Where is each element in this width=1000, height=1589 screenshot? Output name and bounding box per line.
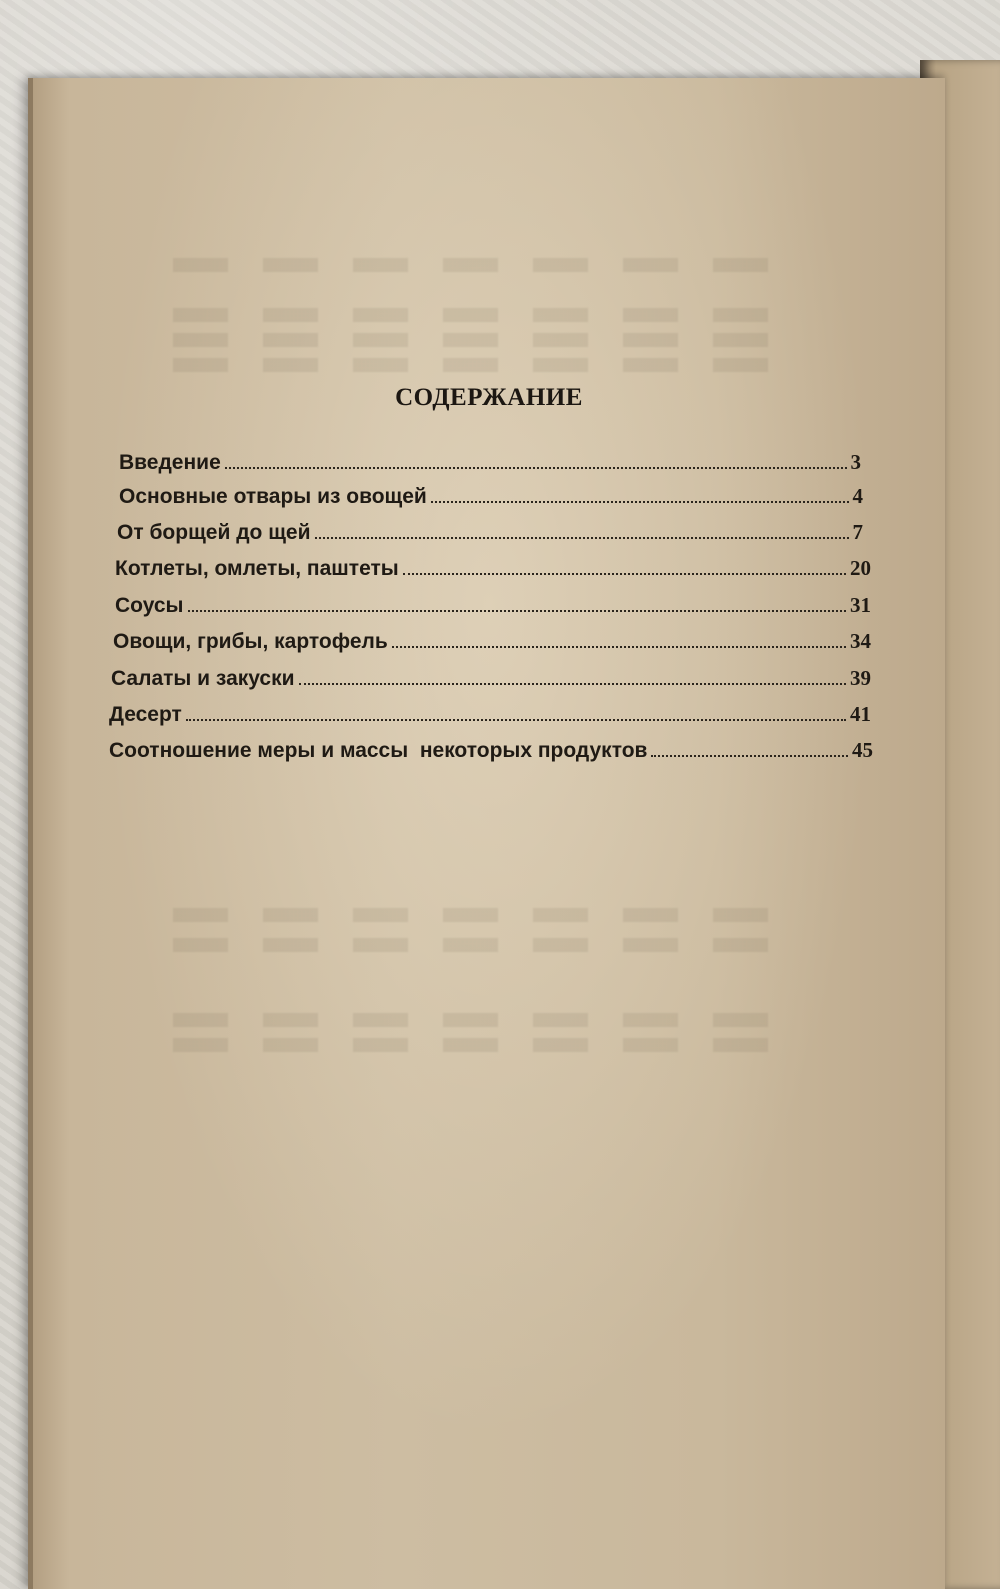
toc-entry-label: От борщей до щей (117, 521, 311, 544)
dot-leader (403, 573, 846, 575)
toc-entry-page: 31 (850, 593, 871, 617)
toc-entry-label: Десерт (109, 703, 182, 726)
bleed-through-text (173, 258, 793, 272)
toc-entry-page: 39 (850, 666, 871, 690)
toc-entry (113, 629, 871, 654)
toc-entry-page: 3 (850, 450, 861, 474)
toc-entry-label: Котлеты, омлеты, паштеты (115, 557, 399, 580)
dot-leader (299, 683, 846, 685)
bleed-through-text (173, 358, 793, 372)
bleed-through-text (173, 308, 793, 322)
bleed-through-text (173, 1038, 793, 1052)
toc-entry-page: 41 (850, 702, 871, 726)
bleed-through-heading-line-2 (33, 160, 945, 187)
dot-leader (651, 755, 848, 757)
dot-leader (431, 501, 849, 503)
toc-entry (115, 593, 871, 618)
toc-entry-label: Основные отвары из овощей (119, 485, 427, 508)
bleed-through-text (173, 938, 793, 952)
dot-leader (392, 646, 846, 648)
toc-entry (117, 520, 863, 545)
toc-entry (119, 450, 861, 475)
toc-entry-label: Овощи, грибы, картофель (113, 630, 388, 653)
toc-heading: СОДЕРЖАНИЕ (395, 384, 583, 411)
toc-entry (115, 556, 871, 581)
toc-entry-label: Салаты и закуски (111, 667, 295, 690)
bleed-through-text (173, 1013, 793, 1027)
dot-leader (188, 610, 847, 612)
toc-entry-page: 4 (852, 484, 863, 508)
toc-entry-label: Соотношение меры и массы некоторых продуктов (109, 739, 648, 762)
toc-entry-page: 7 (852, 520, 863, 544)
toc-entry (109, 702, 871, 727)
toc-entry (109, 738, 873, 763)
dot-leader (186, 719, 846, 721)
book-page (28, 78, 945, 1589)
toc-entry (119, 484, 863, 509)
bleed-through-text (173, 908, 793, 922)
toc-entry-label: Соусы (115, 594, 184, 617)
dot-leader (225, 467, 847, 469)
dot-leader (315, 537, 849, 539)
bleed-through-heading-line-1 (33, 130, 945, 157)
toc-entry-label: Введение (119, 451, 221, 474)
toc-entry (111, 666, 871, 691)
toc-entry-page: 20 (850, 556, 871, 580)
toc-entry-page: 34 (850, 629, 871, 653)
bleed-through-text (173, 333, 793, 347)
toc-entry-page: 45 (852, 738, 873, 762)
